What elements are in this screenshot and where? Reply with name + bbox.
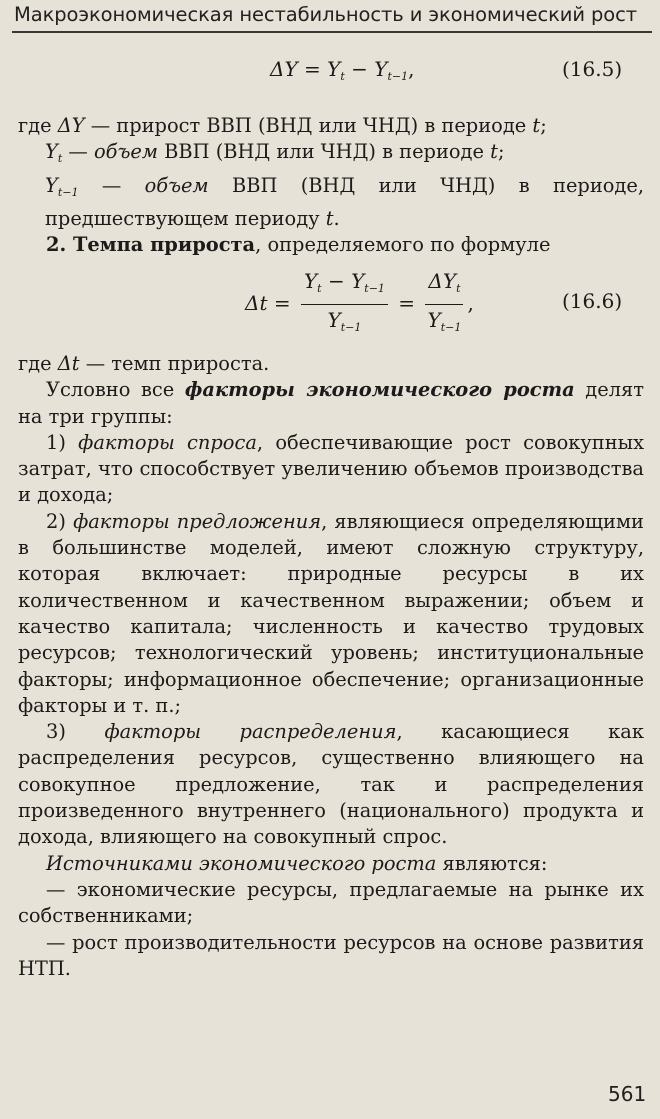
factor-demand: 1) факторы спроса, обеспечивающие рост совокупных затрат, что способствует увеличению объемов производства и дохода; (18, 430, 645, 507)
paragraph-growth-sources: Источниками экономического роста являются: (46, 851, 548, 875)
fraction-2: $\frac{\Delta Y_t}{Y_{t-1}}$ (425, 268, 463, 341)
running-header: Макроэкономическая нестабильность и экономический рост (14, 3, 638, 26)
item-2-growth-rate: 2. Темпа прироста, определяемого по формуле (46, 233, 551, 257)
source-economic-resources: — экономические ресурсы, предлагаемые на рынке их собственниками; (18, 877, 644, 928)
definition-delta-t: где Δt — темп прироста. (18, 352, 270, 375)
definition-y-t: $Y_t$ — объем ВВП (ВНД или ЧНД) в периоде t; (45, 140, 505, 166)
formula-16-6: Δt = $\frac{Y_t - Y_{t-1}}{Y_{t-1}}$ = $\frac{\Delta Y_t}{Y_{t-1}}$ , (245, 268, 474, 341)
formula-16-5: $\Delta Y = Y_t - Y_{t-1}$, (270, 57, 415, 83)
factor-supply: 2) факторы предложения, являющиеся определяющими в большинстве моделей, имеют сложную структуру, которая включает: природные ресурсы в их количественном и качественном выражении; объем и качество капитала; численность и качество трудовых ресурсов; технологический уровень; институциональные факторы; информационное обеспечение; организационные факторы и т. п.; (18, 509, 644, 717)
header-rule (12, 31, 652, 33)
definitions-16-5 (18, 113, 644, 258)
definition-delta-y: где ΔY — прирост ВВП (ВНД или ЧНД) в периоде t; (18, 114, 547, 137)
fraction-1: $\frac{Y_t - Y_{t-1}}{Y_{t-1}}$ (301, 268, 388, 341)
equation-number-16-6: (16.6) (562, 289, 623, 313)
main-text (18, 351, 644, 982)
page-number: 561 (608, 1082, 647, 1106)
equation-number-16-5: (16.5) (562, 57, 623, 81)
source-productivity: — рост производительности ресурсов на основе развития НТП. (18, 930, 644, 980)
factor-distribution: 3) факторы распределения, касающиеся как распределения ресурсов, существенно влияющего на совокупное предложение, так и распределения произведенного внутреннего (национального) продукта и дохода, влияющего на совокупный спрос. (18, 720, 644, 849)
definition-y-t-1: $Y_{t-1}$ — объем ВВП (ВНД или ЧНД) в периоде, предшествующем периоду t. (45, 173, 645, 230)
paragraph-growth-factors: Условно все факторы экономического роста делят на три группы: (18, 378, 645, 428)
